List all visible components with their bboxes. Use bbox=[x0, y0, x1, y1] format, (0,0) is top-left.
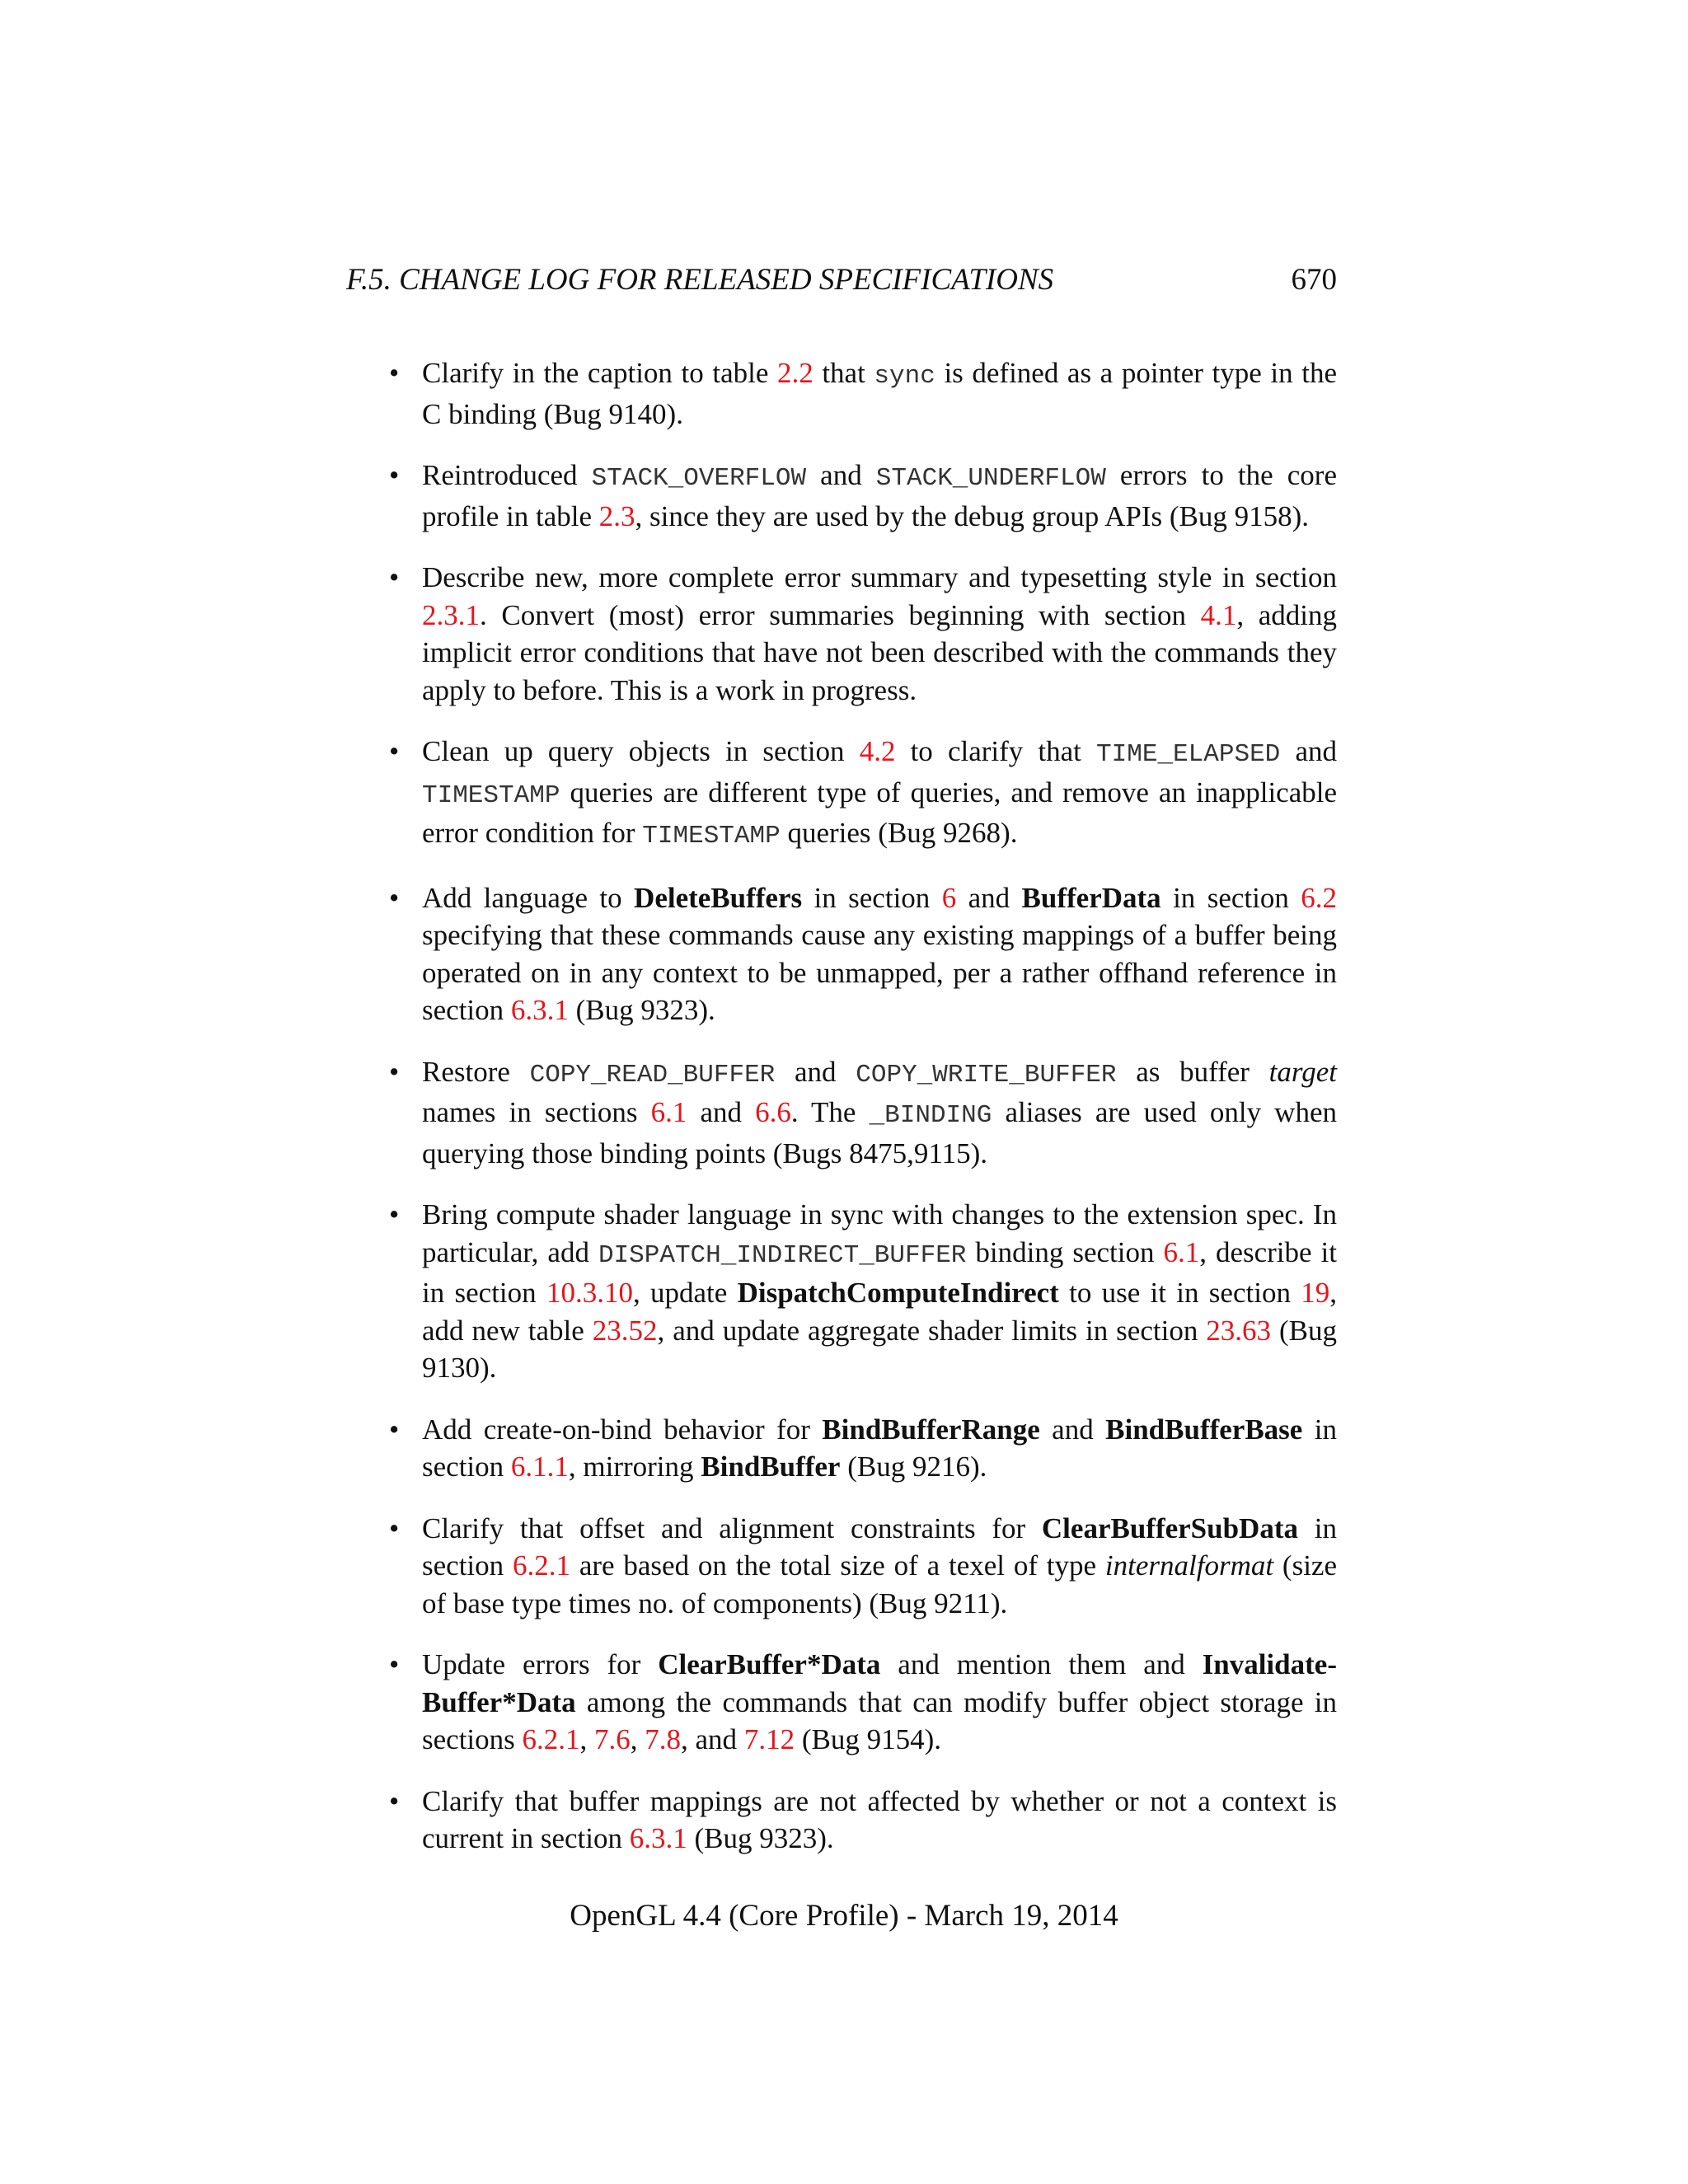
text-run: (size of base type times no. of components) (Bug 9211). bbox=[422, 1549, 1337, 1619]
code-token: STACK_UNDERFLOW bbox=[875, 464, 1106, 493]
text-run: Clarify in the caption to table bbox=[422, 357, 777, 389]
page-header bbox=[346, 255, 1337, 305]
text-run: Restore bbox=[422, 1055, 530, 1088]
change-log-item bbox=[389, 1053, 1337, 1173]
text-run: , update bbox=[632, 1277, 738, 1309]
text-run: , add new table bbox=[422, 1277, 1337, 1347]
text-run: Update errors for bbox=[422, 1648, 659, 1680]
text-run: specifying that these commands cause any existing mappings of a buffer being operated on in any context to be unmapped, per a rather offhand reference in section bbox=[422, 919, 1337, 1026]
text-run: in section bbox=[422, 1511, 1337, 1582]
change-log-item bbox=[389, 1411, 1337, 1486]
text-run: (Bug 9323). bbox=[687, 1822, 834, 1854]
text-run: and bbox=[1280, 735, 1337, 767]
text-run: errors to the core profile in table bbox=[422, 459, 1337, 532]
cross-reference-link[interactable]: 6.6 bbox=[755, 1096, 791, 1128]
emphasis-text: internalformat bbox=[1104, 1549, 1274, 1582]
bullet-icon: • bbox=[389, 357, 400, 389]
bullet-icon: • bbox=[389, 1648, 400, 1680]
command-name: BindBufferBase bbox=[1105, 1413, 1303, 1446]
text-run: , bbox=[579, 1723, 595, 1755]
change-log-item bbox=[389, 1196, 1337, 1387]
text-run: (Bug 9323). bbox=[568, 994, 715, 1026]
text-run: among the commands that can modify buffer object storage in sections bbox=[422, 1685, 1337, 1755]
cross-reference-link[interactable]: 19 bbox=[1301, 1277, 1330, 1309]
cross-reference-link[interactable]: 6.2 bbox=[1301, 881, 1337, 914]
text-run: are based on the total size of a texel of type bbox=[570, 1549, 1105, 1582]
text-run: Clarify that offset and alignment constraints for bbox=[422, 1511, 1042, 1544]
text-run: , bbox=[630, 1723, 645, 1755]
code-token: COPY_WRITE_BUFFER bbox=[856, 1060, 1117, 1090]
text-run: . The bbox=[790, 1096, 870, 1128]
cross-reference-link[interactable]: 7.12 bbox=[743, 1723, 795, 1755]
command-name: DeleteBuffers bbox=[634, 881, 803, 914]
text-run: in section bbox=[1160, 881, 1301, 914]
code-token: TIMESTAMP bbox=[642, 822, 781, 851]
cross-reference-link[interactable]: 4.2 bbox=[859, 735, 896, 767]
bullet-icon: • bbox=[389, 1784, 400, 1817]
text-run: Clean up query objects in section bbox=[422, 735, 860, 767]
text-run: to use it in section bbox=[1058, 1277, 1301, 1309]
change-log-item bbox=[389, 733, 1337, 855]
text-run: Reintroduced bbox=[422, 459, 592, 491]
text-run: and bbox=[956, 881, 1022, 914]
text-run: aliases are used only when querying those binding points (Bugs 8475,9115). bbox=[422, 1096, 1337, 1169]
text-run: and bbox=[775, 1055, 856, 1088]
text-run: queries are different type of queries, and remove an inapplicable error condition for bbox=[422, 776, 1337, 849]
cross-reference-link[interactable]: 2.3.1 bbox=[422, 598, 480, 631]
change-log-item bbox=[389, 559, 1337, 709]
change-log-item bbox=[389, 1646, 1337, 1759]
code-token: STACK_OVERFLOW bbox=[591, 464, 807, 493]
code-token: _BINDING bbox=[869, 1101, 992, 1130]
bullet-icon: • bbox=[389, 1511, 400, 1544]
cross-reference-link[interactable]: 2.3 bbox=[598, 499, 635, 532]
cross-reference-link[interactable]: 6.1.1 bbox=[510, 1451, 569, 1483]
change-log-item bbox=[389, 1783, 1337, 1858]
text-run: and mention them and bbox=[880, 1648, 1203, 1680]
text-run: , since they are used by the debug group APIs (Bug 9158). bbox=[635, 499, 1310, 532]
text-run: that bbox=[813, 357, 874, 389]
change-log-item bbox=[389, 879, 1337, 1029]
text-run: (Bug 9216). bbox=[840, 1451, 987, 1483]
cross-reference-link[interactable]: 6.1 bbox=[1163, 1235, 1200, 1268]
text-run: and bbox=[806, 459, 876, 491]
bullet-icon: • bbox=[389, 735, 400, 767]
bullet-icon: • bbox=[389, 1198, 400, 1230]
code-token: COPY_READ_BUFFER bbox=[529, 1060, 776, 1090]
text-run: (Bug 9130). bbox=[422, 1314, 1337, 1384]
text-run: is defined as a pointer type in the C binding (Bug 9140). bbox=[422, 357, 1337, 430]
text-run: Add create-on-bind behavior for bbox=[422, 1413, 823, 1446]
bullet-icon: • bbox=[389, 459, 400, 491]
text-run: binding section bbox=[966, 1235, 1164, 1268]
bullet-icon: • bbox=[389, 1413, 400, 1446]
cross-reference-link[interactable]: 2.2 bbox=[776, 357, 814, 389]
cross-reference-link[interactable]: 7.8 bbox=[645, 1723, 682, 1755]
command-name: DispatchComputeIndirect bbox=[737, 1277, 1059, 1309]
change-log-item bbox=[389, 457, 1337, 535]
text-run: Clarify that buffer mappings are not affected by whether or not a context is current in section bbox=[422, 1784, 1337, 1854]
cross-reference-link[interactable]: 6 bbox=[941, 881, 957, 914]
command-name: InvalidateBuffer*Data bbox=[422, 1648, 1337, 1718]
text-run: , and bbox=[681, 1723, 744, 1755]
text-run: in section bbox=[422, 1413, 1337, 1483]
text-run: Add language to bbox=[422, 881, 635, 914]
text-run: queries (Bug 9268). bbox=[780, 817, 1018, 849]
command-name: ClearBufferSubData bbox=[1041, 1511, 1298, 1544]
bullet-icon: • bbox=[389, 561, 400, 593]
command-name: BufferData bbox=[1021, 881, 1161, 914]
command-name: BindBufferRange bbox=[822, 1413, 1040, 1446]
command-name: ClearBuffer*Data bbox=[658, 1648, 881, 1680]
text-run: to clarify that bbox=[895, 735, 1097, 767]
code-token: sync bbox=[874, 362, 935, 391]
text-run: as buffer bbox=[1116, 1055, 1269, 1088]
text-run: names in sections bbox=[422, 1096, 651, 1128]
emphasis-text: target bbox=[1268, 1055, 1337, 1088]
running-title: F.5. CHANGE LOG FOR RELEASED SPECIFICATIONS bbox=[346, 263, 1054, 297]
cross-reference-link[interactable]: 10.3.10 bbox=[546, 1277, 633, 1309]
page-number: 670 bbox=[1291, 263, 1337, 297]
text-run: , mirroring bbox=[568, 1451, 701, 1483]
bullet-icon: • bbox=[389, 881, 400, 914]
text-run: Bring compute shader language in sync with changes to the extension spec. In particular, add bbox=[422, 1198, 1337, 1268]
cross-reference-link[interactable]: 6.2.1 bbox=[512, 1549, 570, 1582]
change-log-item bbox=[389, 1510, 1337, 1623]
cross-reference-link[interactable]: 4.1 bbox=[1200, 598, 1237, 631]
cross-reference-link[interactable]: 23.52 bbox=[592, 1314, 658, 1347]
code-token: TIME_ELAPSED bbox=[1096, 740, 1281, 769]
text-run: (Bug 9154). bbox=[795, 1723, 941, 1755]
change-log-item bbox=[389, 354, 1337, 433]
text-run: , describe it in section bbox=[422, 1235, 1337, 1309]
code-token: TIMESTAMP bbox=[422, 780, 560, 810]
bullet-icon: • bbox=[389, 1055, 400, 1088]
cross-reference-link[interactable]: 6.2.1 bbox=[522, 1723, 580, 1755]
code-token: DISPATCH_INDIRECT_BUFFER bbox=[598, 1240, 967, 1270]
text-run: Describe new, more complete error summary and typesetting style in section bbox=[422, 561, 1337, 593]
text-run: , adding implicit error conditions that have not been described with the commands they apply to before. This is a work in progress. bbox=[422, 598, 1337, 706]
page-footer: OpenGL 4.4 (Core Profile) - March 19, 2014 bbox=[570, 1899, 1118, 1933]
cross-reference-link[interactable]: 6.3.1 bbox=[629, 1822, 687, 1854]
cross-reference-link[interactable]: 6.3.1 bbox=[510, 994, 569, 1026]
text-run: and bbox=[1039, 1413, 1106, 1446]
cross-reference-link[interactable]: 7.6 bbox=[594, 1723, 631, 1755]
text-run: . Convert (most) error summaries beginning with section bbox=[480, 598, 1201, 631]
text-run: in section bbox=[802, 881, 942, 914]
cross-reference-link[interactable]: 23.63 bbox=[1206, 1314, 1272, 1347]
cross-reference-link[interactable]: 6.1 bbox=[650, 1096, 687, 1128]
change-log-list bbox=[389, 354, 1337, 1882]
text-run: , and update aggregate shader limits in section bbox=[657, 1314, 1207, 1347]
text-run: and bbox=[687, 1096, 756, 1128]
command-name: BindBuffer bbox=[701, 1451, 841, 1483]
